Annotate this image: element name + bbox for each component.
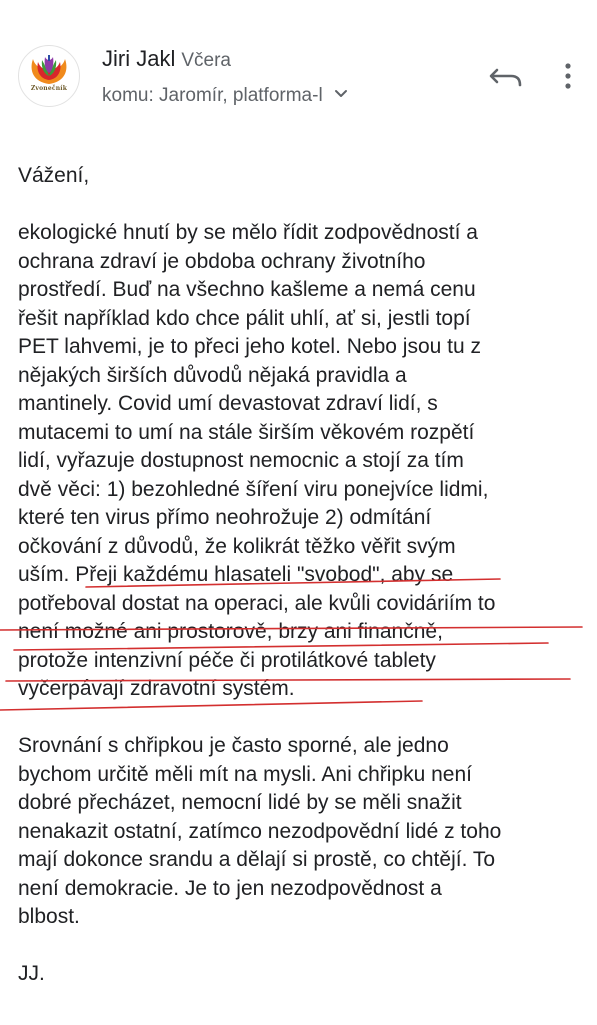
- email-header: [0, 0, 597, 130]
- chevron-down-icon: [334, 89, 348, 99]
- more-options-button[interactable]: [556, 58, 580, 94]
- sender-avatar[interactable]: [18, 45, 80, 107]
- reply-arrow-icon: [487, 58, 527, 94]
- reply-button[interactable]: [487, 58, 527, 94]
- underlined-passage: Přeji každému hlasateli "svobod", aby se potřeboval dostat na operaci, ale kvůli covidáriím to není možné ani prostorově, brzy ani finančně, protože intenzivní péče či protilátkové tablety vyčerpávají zdravotní systém.: [18, 563, 496, 700]
- vertical-dots-icon: [556, 58, 580, 94]
- sender-name[interactable]: Jiri Jakl: [102, 46, 176, 71]
- email-date: Včera: [181, 50, 231, 71]
- email-signature: JJ.: [18, 962, 45, 985]
- recipients-toggle[interactable]: [102, 85, 348, 107]
- paragraph-1-text: ekologické hnutí by se mělo řídit zodpovědností a ochrana zdraví je obdoba ochrany životního prostředí. Buď na všechno kašleme a nemá cenu řešit například kdo chce pálit uhlí, ať si, jestli topí PET lahvemi, je to přeci jeho kotel. Nebo jsou tu z nějakých širších důvodů nějaká pravidla a mantinely. Covid umí devastovat zdraví lidí, s mutacemi to umí na stále širším věkovém rozpětí lidí, vyřazuje dostupnost nemocnic a stojí za tím dvě věci: 1) bezohledné šíření viru ponejvíce lidmi, které ten virus přímo neohrožuje 2) odmítání očkování z důvodů, že kolikrát těžko věřit svým uším.: [18, 221, 489, 586]
- email-paragraph-1: [18, 219, 588, 704]
- email-paragraph-2: Srovnání s chřipkou je často sporné, ale jedno bychom určitě měli mít na mysli. Ani chřipku není dobré přecházet, nemocní lidé by se měli snažit nenakazit ostatní, zatímco nezodpovědní lidé z toho mají dokonce srandu a dělají si prostě, co chtějí. To není demokracie. Je to jen nezodpovědnost a blbost.: [18, 734, 502, 928]
- sender-line: [102, 46, 231, 72]
- logo-wordmark: Zvonečník: [30, 85, 68, 92]
- zvonecnik-logo-icon: [19, 46, 79, 106]
- email-body: [18, 162, 588, 989]
- recipients-text: komu: Jaromír, platforma-l: [102, 85, 323, 106]
- email-greeting: Vážení,: [18, 164, 90, 187]
